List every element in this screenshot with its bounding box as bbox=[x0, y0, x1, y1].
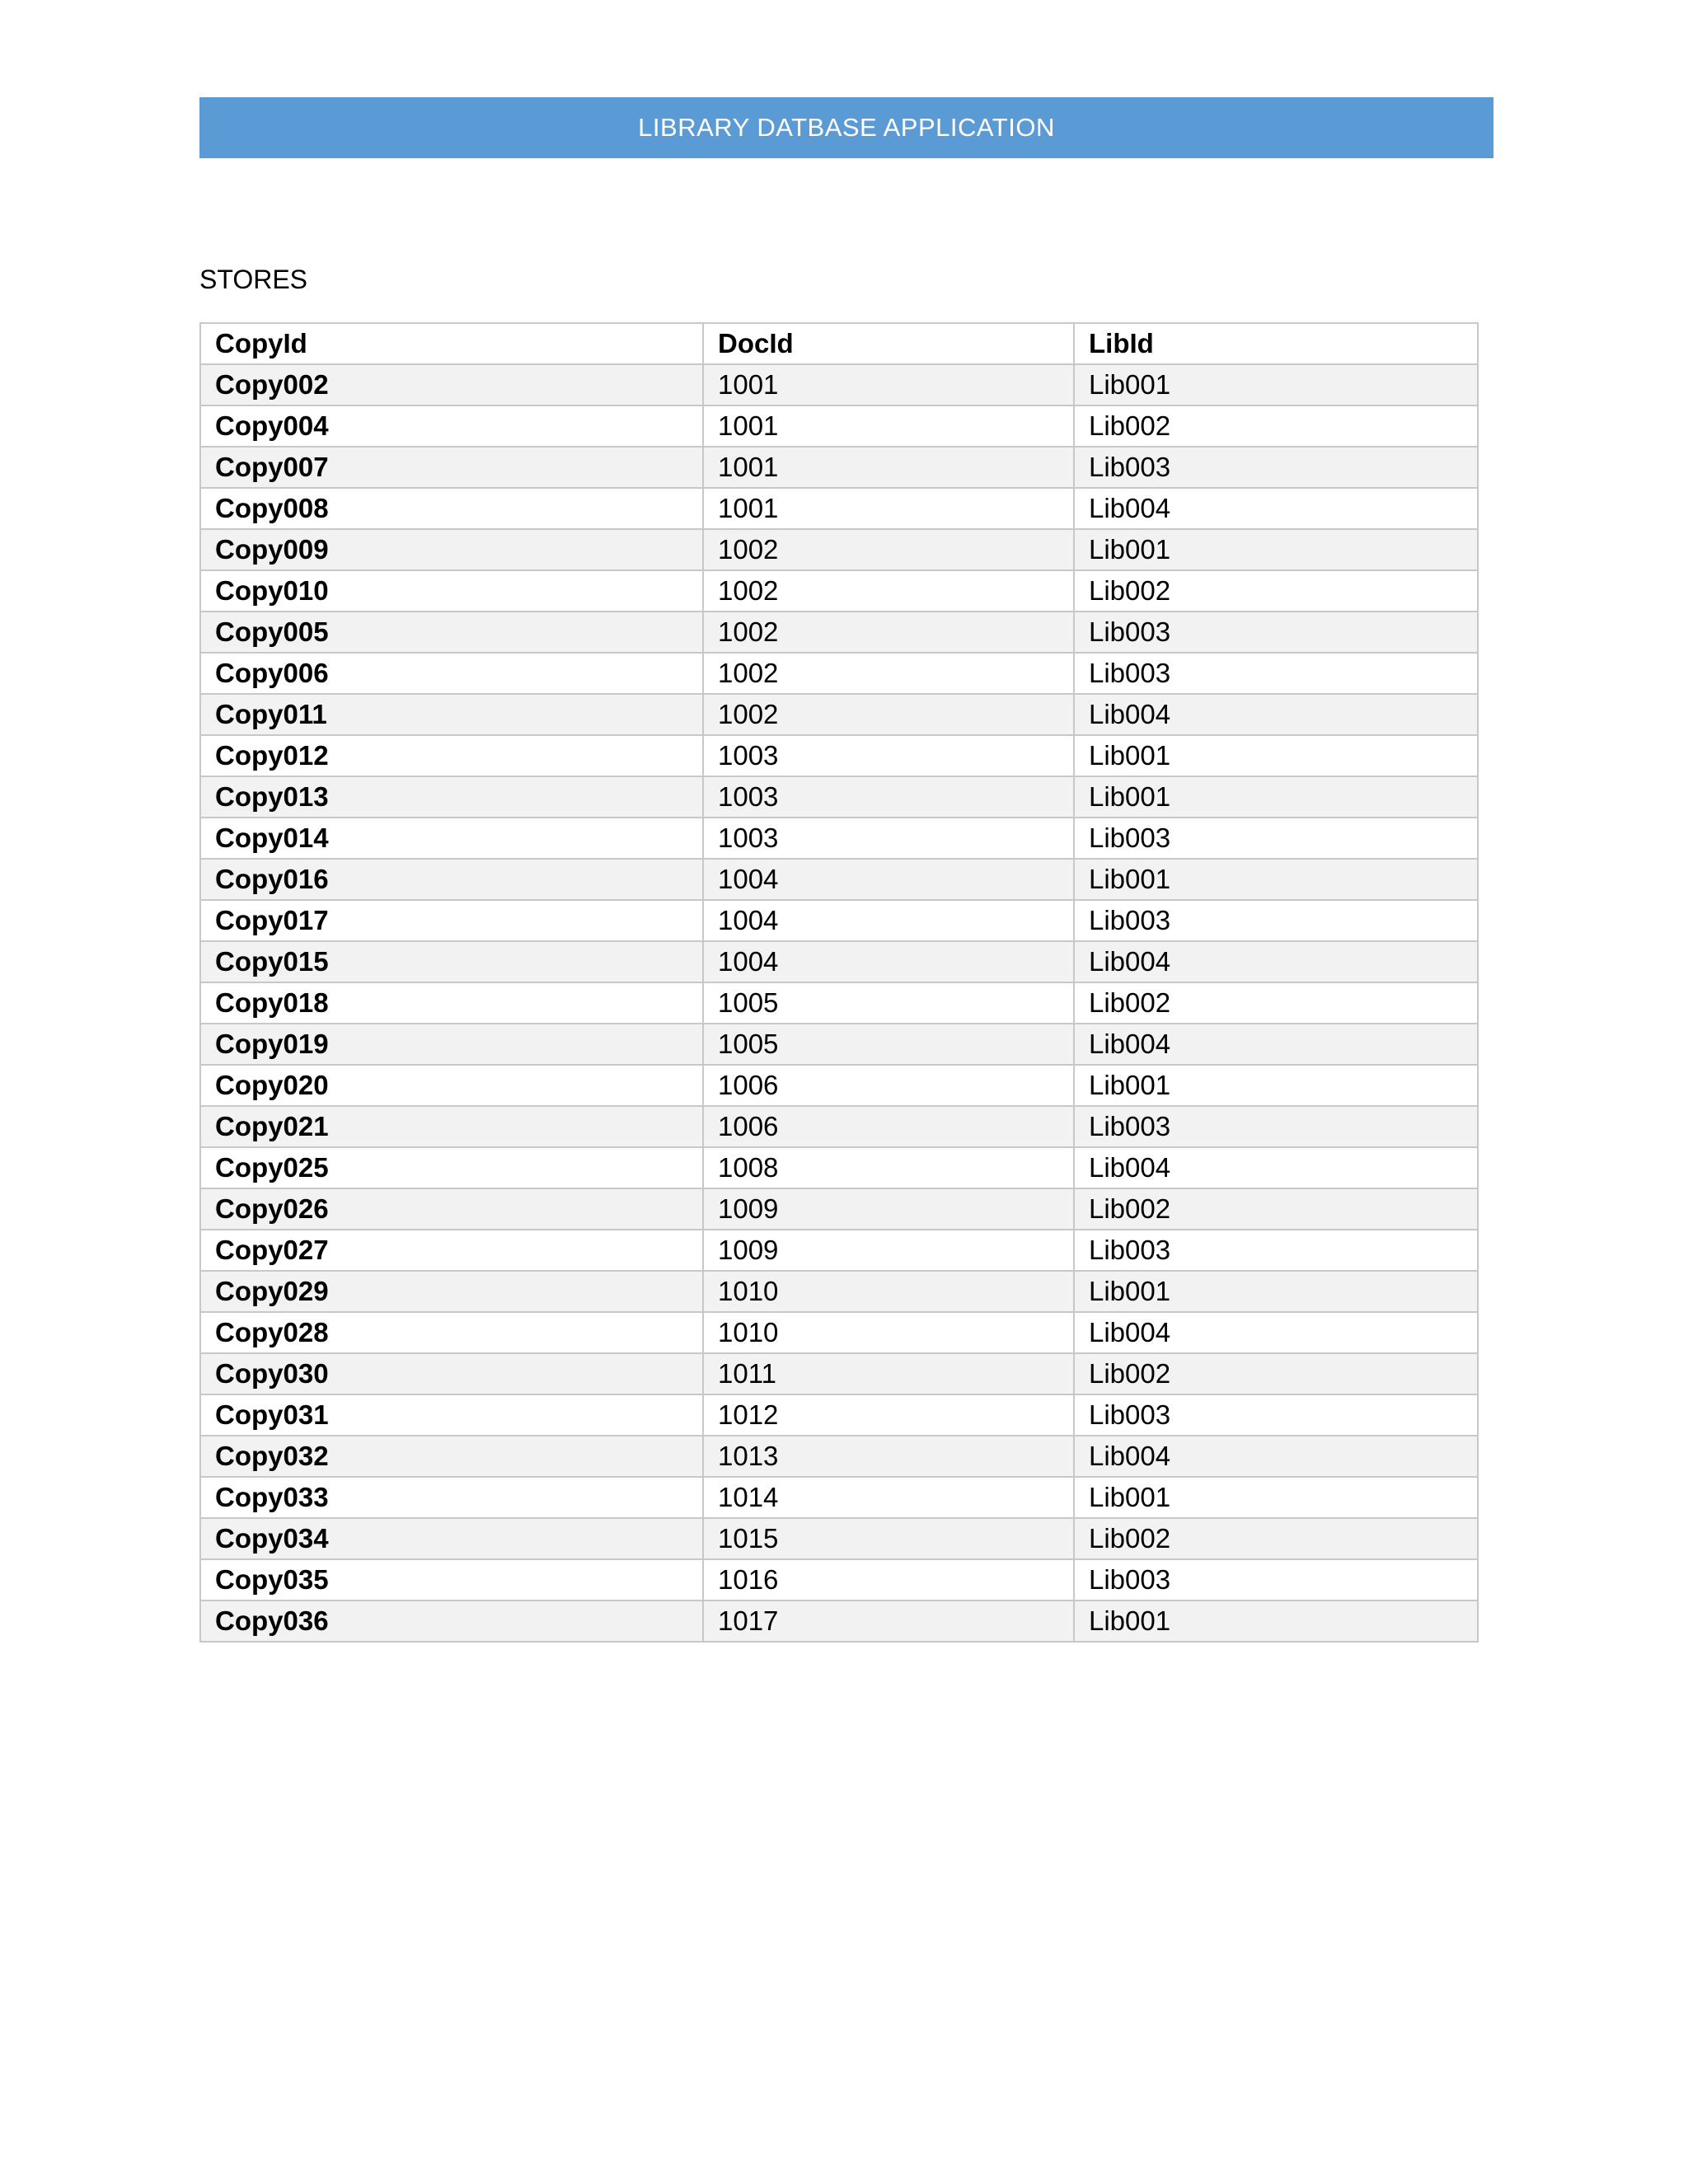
copy-id-cell: Copy031 bbox=[200, 1394, 703, 1436]
copy-id-cell: Copy005 bbox=[200, 612, 703, 653]
lib-id-cell: Lib003 bbox=[1074, 1230, 1478, 1271]
lib-id-cell: Lib002 bbox=[1074, 1353, 1478, 1394]
copy-id-cell: Copy026 bbox=[200, 1188, 703, 1230]
lib-id-cell: Lib003 bbox=[1074, 818, 1478, 859]
doc-id-cell: 1009 bbox=[703, 1230, 1074, 1271]
lib-id-cell: Lib001 bbox=[1074, 1065, 1478, 1106]
copy-id-cell: Copy019 bbox=[200, 1024, 703, 1065]
copy-id-cell: Copy017 bbox=[200, 900, 703, 941]
doc-id-cell: 1011 bbox=[703, 1353, 1074, 1394]
copy-id-cell: Copy010 bbox=[200, 570, 703, 612]
lib-id-cell: Lib002 bbox=[1074, 1188, 1478, 1230]
doc-id-cell: 1001 bbox=[703, 488, 1074, 529]
table-row bbox=[200, 982, 1478, 1024]
table-row bbox=[200, 1353, 1478, 1394]
lib-id-cell: Lib003 bbox=[1074, 447, 1478, 488]
copy-id-cell: Copy029 bbox=[200, 1271, 703, 1312]
copy-id-cell: Copy011 bbox=[200, 694, 703, 735]
table-row bbox=[200, 653, 1478, 694]
doc-id-cell: 1004 bbox=[703, 900, 1074, 941]
lib-id-cell: Lib001 bbox=[1074, 529, 1478, 570]
lib-id-cell: Lib001 bbox=[1074, 1601, 1478, 1642]
table-row bbox=[200, 776, 1478, 818]
table-row bbox=[200, 859, 1478, 900]
doc-id-cell: 1004 bbox=[703, 859, 1074, 900]
doc-id-cell: 1001 bbox=[703, 364, 1074, 405]
lib-id-cell: Lib004 bbox=[1074, 941, 1478, 982]
copy-id-cell: Copy007 bbox=[200, 447, 703, 488]
copy-id-cell: Copy035 bbox=[200, 1559, 703, 1601]
lib-id-cell: Lib001 bbox=[1074, 859, 1478, 900]
doc-id-cell: 1017 bbox=[703, 1601, 1074, 1642]
doc-id-cell: 1001 bbox=[703, 447, 1074, 488]
copy-id-cell: Copy002 bbox=[200, 364, 703, 405]
stores-table bbox=[199, 322, 1479, 1643]
doc-id-cell: 1005 bbox=[703, 1024, 1074, 1065]
table-row bbox=[200, 1436, 1478, 1477]
table-row bbox=[200, 364, 1478, 405]
column-header-copyid: CopyId bbox=[200, 323, 703, 364]
table-row bbox=[200, 1518, 1478, 1559]
column-header-libid: LibId bbox=[1074, 323, 1478, 364]
table-row bbox=[200, 1065, 1478, 1106]
table-row bbox=[200, 941, 1478, 982]
lib-id-cell: Lib001 bbox=[1074, 1271, 1478, 1312]
lib-id-cell: Lib003 bbox=[1074, 653, 1478, 694]
table-row bbox=[200, 447, 1478, 488]
table-body bbox=[200, 364, 1478, 1642]
copy-id-cell: Copy015 bbox=[200, 941, 703, 982]
copy-id-cell: Copy009 bbox=[200, 529, 703, 570]
table-row bbox=[200, 1394, 1478, 1436]
copy-id-cell: Copy004 bbox=[200, 405, 703, 447]
table-row bbox=[200, 405, 1478, 447]
lib-id-cell: Lib002 bbox=[1074, 570, 1478, 612]
copy-id-cell: Copy034 bbox=[200, 1518, 703, 1559]
doc-id-cell: 1002 bbox=[703, 612, 1074, 653]
copy-id-cell: Copy030 bbox=[200, 1353, 703, 1394]
lib-id-cell: Lib003 bbox=[1074, 1394, 1478, 1436]
doc-id-cell: 1015 bbox=[703, 1518, 1074, 1559]
table-row bbox=[200, 488, 1478, 529]
doc-id-cell: 1012 bbox=[703, 1394, 1074, 1436]
section-title: STORES bbox=[199, 265, 307, 294]
doc-id-cell: 1009 bbox=[703, 1188, 1074, 1230]
doc-id-cell: 1003 bbox=[703, 776, 1074, 818]
copy-id-cell: Copy020 bbox=[200, 1065, 703, 1106]
table-row bbox=[200, 694, 1478, 735]
lib-id-cell: Lib001 bbox=[1074, 776, 1478, 818]
doc-id-cell: 1003 bbox=[703, 735, 1074, 776]
table-header-row bbox=[200, 323, 1478, 364]
doc-id-cell: 1013 bbox=[703, 1436, 1074, 1477]
table-row bbox=[200, 1106, 1478, 1147]
table-row bbox=[200, 1024, 1478, 1065]
header-banner bbox=[199, 97, 1493, 158]
doc-id-cell: 1010 bbox=[703, 1271, 1074, 1312]
copy-id-cell: Copy021 bbox=[200, 1106, 703, 1147]
copy-id-cell: Copy036 bbox=[200, 1601, 703, 1642]
doc-id-cell: 1016 bbox=[703, 1559, 1074, 1601]
copy-id-cell: Copy008 bbox=[200, 488, 703, 529]
lib-id-cell: Lib004 bbox=[1074, 1312, 1478, 1353]
table-row bbox=[200, 1271, 1478, 1312]
lib-id-cell: Lib004 bbox=[1074, 1024, 1478, 1065]
table-row bbox=[200, 529, 1478, 570]
doc-id-cell: 1010 bbox=[703, 1312, 1074, 1353]
doc-id-cell: 1002 bbox=[703, 694, 1074, 735]
copy-id-cell: Copy018 bbox=[200, 982, 703, 1024]
doc-id-cell: 1002 bbox=[703, 570, 1074, 612]
copy-id-cell: Copy006 bbox=[200, 653, 703, 694]
doc-id-cell: 1005 bbox=[703, 982, 1074, 1024]
lib-id-cell: Lib003 bbox=[1074, 1559, 1478, 1601]
copy-id-cell: Copy025 bbox=[200, 1147, 703, 1188]
lib-id-cell: Lib003 bbox=[1074, 612, 1478, 653]
lib-id-cell: Lib003 bbox=[1074, 1106, 1478, 1147]
lib-id-cell: Lib001 bbox=[1074, 1477, 1478, 1518]
lib-id-cell: Lib004 bbox=[1074, 1436, 1478, 1477]
copy-id-cell: Copy016 bbox=[200, 859, 703, 900]
doc-id-cell: 1004 bbox=[703, 941, 1074, 982]
table-row bbox=[200, 818, 1478, 859]
document-title: LIBRARY DATBASE APPLICATION bbox=[638, 113, 1055, 142]
table-row bbox=[200, 735, 1478, 776]
doc-id-cell: 1003 bbox=[703, 818, 1074, 859]
table-row bbox=[200, 1477, 1478, 1518]
doc-id-cell: 1014 bbox=[703, 1477, 1074, 1518]
copy-id-cell: Copy028 bbox=[200, 1312, 703, 1353]
copy-id-cell: Copy012 bbox=[200, 735, 703, 776]
table-row bbox=[200, 570, 1478, 612]
table-row bbox=[200, 1230, 1478, 1271]
copy-id-cell: Copy014 bbox=[200, 818, 703, 859]
column-header-docid: DocId bbox=[703, 323, 1074, 364]
doc-id-cell: 1006 bbox=[703, 1106, 1074, 1147]
doc-id-cell: 1006 bbox=[703, 1065, 1074, 1106]
doc-id-cell: 1008 bbox=[703, 1147, 1074, 1188]
lib-id-cell: Lib002 bbox=[1074, 1518, 1478, 1559]
lib-id-cell: Lib001 bbox=[1074, 364, 1478, 405]
table-row bbox=[200, 1188, 1478, 1230]
doc-id-cell: 1001 bbox=[703, 405, 1074, 447]
lib-id-cell: Lib004 bbox=[1074, 488, 1478, 529]
table-row bbox=[200, 1559, 1478, 1601]
table-row bbox=[200, 1601, 1478, 1642]
lib-id-cell: Lib003 bbox=[1074, 900, 1478, 941]
lib-id-cell: Lib002 bbox=[1074, 982, 1478, 1024]
table-row bbox=[200, 1147, 1478, 1188]
doc-id-cell: 1002 bbox=[703, 653, 1074, 694]
table-row bbox=[200, 900, 1478, 941]
copy-id-cell: Copy013 bbox=[200, 776, 703, 818]
lib-id-cell: Lib004 bbox=[1074, 1147, 1478, 1188]
table-row bbox=[200, 1312, 1478, 1353]
doc-id-cell: 1002 bbox=[703, 529, 1074, 570]
copy-id-cell: Copy033 bbox=[200, 1477, 703, 1518]
lib-id-cell: Lib001 bbox=[1074, 735, 1478, 776]
lib-id-cell: Lib004 bbox=[1074, 694, 1478, 735]
table-row bbox=[200, 612, 1478, 653]
copy-id-cell: Copy027 bbox=[200, 1230, 703, 1271]
lib-id-cell: Lib002 bbox=[1074, 405, 1478, 447]
copy-id-cell: Copy032 bbox=[200, 1436, 703, 1477]
